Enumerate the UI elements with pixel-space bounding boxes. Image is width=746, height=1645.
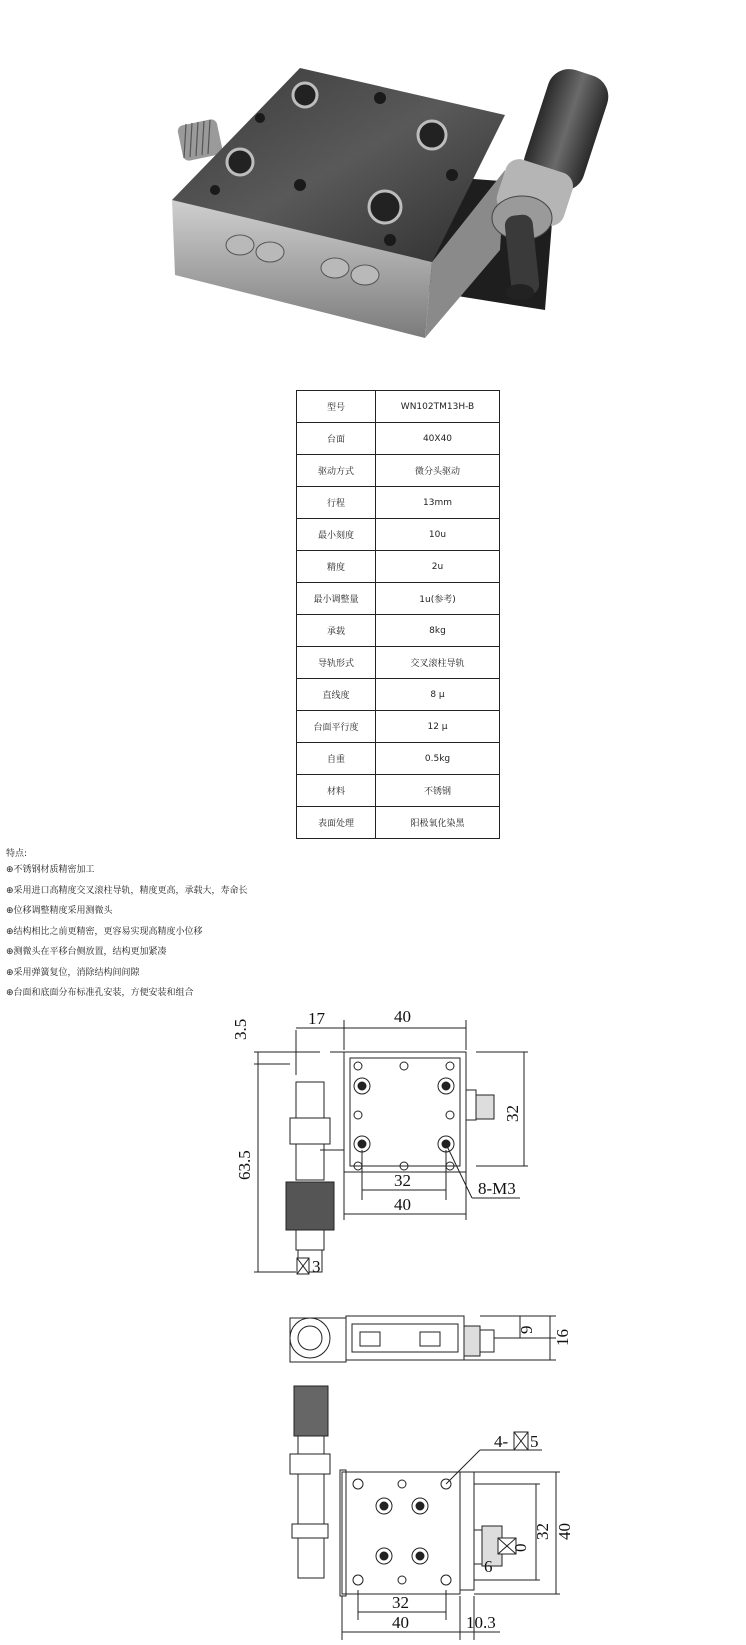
dim-label: 6	[484, 1557, 493, 1576]
spec-label: 驱动方式	[297, 455, 376, 487]
dim-label: 10.3	[466, 1613, 496, 1632]
spec-row	[297, 679, 500, 711]
spec-value: 8kg	[376, 615, 500, 647]
spec-value: 8 μ	[376, 679, 500, 711]
spec-row	[297, 711, 500, 743]
dim-label: 17	[308, 1009, 325, 1028]
dim-label: 63.5	[235, 1150, 254, 1180]
feature-item: ⊕台面和底面分布标准孔安装，方便安装和组合	[6, 988, 194, 998]
side-view-labels	[517, 1326, 572, 1347]
dim-label: 3.5	[231, 1018, 250, 1040]
spec-value: 微分头驱动	[376, 455, 500, 487]
spec-value: 10u	[376, 519, 500, 551]
spec-label: 台面平行度	[297, 711, 376, 743]
dim-label: 3	[312, 1257, 321, 1276]
spec-row	[297, 519, 500, 551]
dim-label: 40	[392, 1613, 409, 1632]
hole-note: 5	[530, 1432, 539, 1451]
feature-item: ⊕位移调整精度采用测微头	[6, 906, 113, 916]
spec-value: 0.5kg	[376, 743, 500, 775]
spec-row	[297, 647, 500, 679]
hole-note: 8-M3	[478, 1179, 516, 1198]
product-photo	[0, 0, 746, 380]
dim-label: 9	[517, 1325, 536, 1334]
feature-item: ⊕采用进口高精度交叉滚柱导轨，精度更高，承载大，寿命长	[6, 885, 248, 896]
spec-label: 表面处理	[297, 807, 376, 839]
micrometer-head	[492, 63, 614, 300]
spec-label: 导轨形式	[297, 647, 376, 679]
dim-label: 32	[503, 1105, 522, 1122]
features-title: 特点:	[6, 849, 28, 859]
dim-label: 32	[533, 1523, 552, 1540]
dim-label: 40	[394, 1195, 411, 1214]
spec-row	[297, 615, 500, 647]
dim-label: 40	[394, 1007, 411, 1026]
spec-row	[297, 551, 500, 583]
spec-label: 最小刻度	[297, 519, 376, 551]
features-list	[6, 848, 606, 1004]
spec-label: 材料	[297, 775, 376, 807]
spec-value: 交叉滚柱导轨	[376, 647, 500, 679]
feature-item: ⊕不锈钢材质精密加工	[6, 865, 95, 875]
spec-row	[297, 775, 500, 807]
hole-note: 4-	[494, 1432, 509, 1451]
top-view-labels	[231, 1007, 522, 1276]
spec-row	[297, 455, 500, 487]
bottom-view-drawing	[290, 1386, 560, 1640]
feature-item: ⊕测微头在平移台侧放置，结构更加紧凑	[6, 947, 167, 957]
spec-label: 行程	[297, 487, 376, 519]
spec-label: 精度	[297, 551, 376, 583]
spec-row	[297, 423, 500, 455]
spec-value: WN102TM13H-B	[376, 391, 500, 423]
spec-value: 阳极氧化染黑	[376, 807, 500, 839]
spec-value: 13mm	[376, 487, 500, 519]
spec-label: 承载	[297, 615, 376, 647]
spec-label: 型号	[297, 391, 376, 423]
dim-label: 16	[553, 1329, 572, 1346]
spec-row	[297, 743, 500, 775]
spec-table	[296, 390, 500, 839]
dimension-drawings	[0, 1000, 746, 1645]
spec-label: 最小调整量	[297, 583, 376, 615]
spec-value: 不锈钢	[376, 775, 500, 807]
top-view-drawing	[254, 1020, 528, 1274]
feature-item: ⊕采用弹簧复位，消除结构间间隙	[6, 967, 140, 978]
dim-label: 40	[555, 1523, 574, 1540]
feature-item: ⊕结构相比之前更精密，更容易实现高精度小位移	[6, 926, 203, 937]
spec-row	[297, 391, 500, 423]
spec-value: 40X40	[376, 423, 500, 455]
spec-row	[297, 487, 500, 519]
spec-label: 台面	[297, 423, 376, 455]
dim-label: 0	[511, 1543, 530, 1552]
spec-row	[297, 583, 500, 615]
dim-label: 32	[394, 1171, 411, 1190]
side-view-drawing	[290, 1316, 556, 1362]
spec-label: 自重	[297, 743, 376, 775]
spec-value: 1u(参考)	[376, 583, 500, 615]
spec-value: 2u	[376, 551, 500, 583]
spec-value: 12 μ	[376, 711, 500, 743]
dim-label: 32	[392, 1593, 409, 1612]
spec-row	[297, 807, 500, 839]
spec-label: 直线度	[297, 679, 376, 711]
